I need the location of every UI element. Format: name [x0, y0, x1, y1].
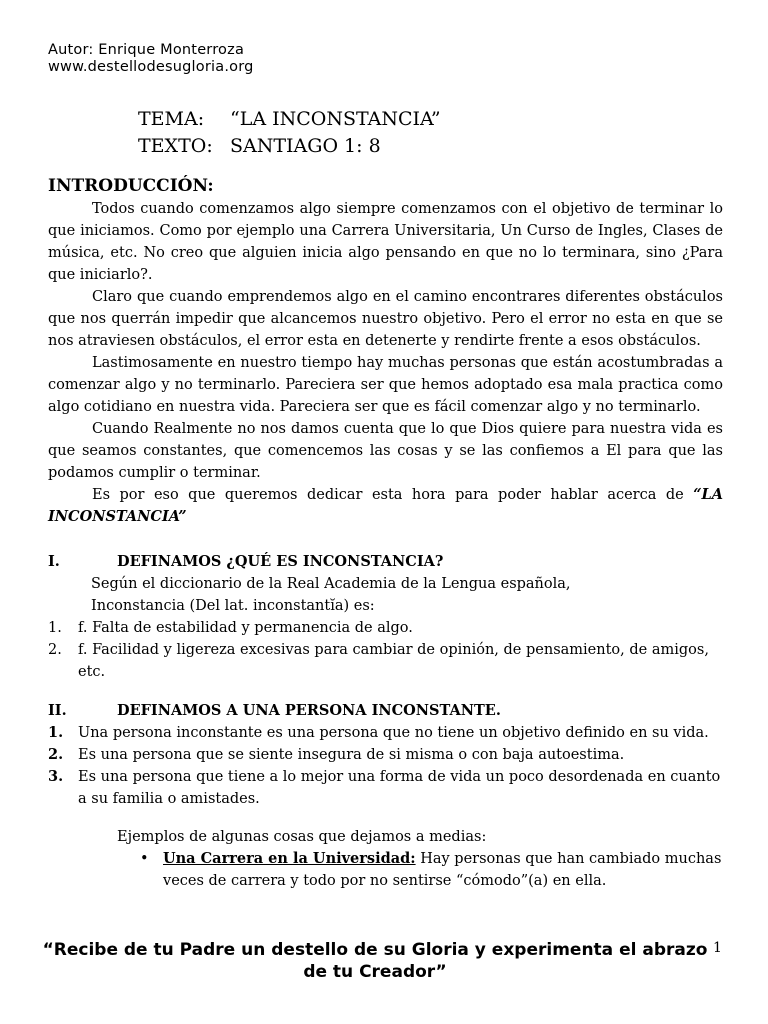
page-number: 1: [713, 940, 722, 956]
item-number: 3.: [48, 768, 64, 785]
intro-paragraph: Claro que cuando emprendemos algo en el camino encontrares diferentes obstáculos que nos querrán impedir que alcancemos nuestro objetivo. Pero el error no esta en que se nos atraviesen obstáculos, el error esta en detenerte y rendirte frente a esos obstáculos.: [48, 289, 723, 349]
item-text: Es una persona que se siente insegura de si misma o con baja autoestima.: [78, 747, 625, 763]
definition-list: [48, 617, 723, 683]
list-item: [48, 639, 723, 683]
section-1-title: DEFINAMOS ¿QUÉ ES INCONSTANCIA?: [117, 553, 444, 570]
item-number: 2.: [48, 746, 64, 763]
item-number: 2.: [48, 642, 62, 658]
item-text: Es una persona que tiene a lo mejor una forma de vida un poco desordenada en cuanto a su familia o amistades.: [78, 769, 721, 807]
closing-emphasis: “LA INCONSTANCIA”: [48, 486, 723, 525]
intro-heading: INTRODUCCIÓN:: [48, 176, 214, 196]
author-line: Autor: Enrique Monterroza: [48, 42, 245, 58]
document-body: [48, 174, 723, 892]
website-line: www.destellodesugloria.org: [48, 59, 254, 75]
tema-label: TEMA:: [138, 108, 205, 130]
section-1-heading: [48, 551, 723, 573]
intro-paragraph: Cuando Realmente no nos damos cuenta que lo que Dios quiere para nuestra vida es que seamos constantes, que comencemos las cosas y se las confiemos a El para que las podamos cumplir o terminar.: [48, 421, 723, 481]
footer-quote: “Recibe de tu Padre un destello de su Gloria y experimenta el abrazo de tu Creador”: [42, 940, 708, 982]
item-text: f. Falta de estabilidad y permanencia de algo.: [78, 620, 413, 636]
bullet-content: [163, 848, 723, 892]
texto-value: SANTIAGO 1: 8: [230, 135, 381, 157]
example-bullet-item: [48, 848, 723, 892]
list-item: [48, 722, 723, 744]
bullet-icon: •: [140, 851, 149, 867]
list-item: [48, 744, 723, 766]
item-text: f. Facilidad y ligereza excesivas para cambiar de opinión, de pensamiento, de amigos, etc.: [78, 642, 709, 680]
definition-line-1: Según el diccionario de la Real Academia de la Lengua española,: [91, 576, 571, 592]
bullet-title: Una Carrera en la Universidad:: [163, 850, 416, 867]
traits-list: [48, 722, 723, 810]
item-text: Una persona inconstante es una persona que no tiene un objetivo definido en su vida.: [78, 725, 709, 741]
texto-row: [138, 133, 441, 160]
topic-block: [138, 106, 441, 160]
tema-value: “LA INCONSTANCIA”: [230, 108, 441, 130]
texto-label: TEXTO:: [138, 135, 213, 157]
document-header: [48, 42, 254, 76]
item-number: 1.: [48, 620, 62, 636]
examples-intro: Ejemplos de algunas cosas que dejamos a medias:: [117, 829, 487, 845]
list-item: [48, 617, 723, 639]
intro-closing-paragraph: [48, 484, 723, 528]
section-2-number: II.: [48, 702, 67, 719]
definition-source: [48, 573, 723, 617]
section-2-title: DEFINAMOS A UNA PERSONA INCONSTANTE.: [117, 702, 501, 719]
intro-paragraph: Todos cuando comenzamos algo siempre comenzamos con el objetivo de terminar lo que iniciamos. Como por ejemplo una Carrera Universitaria, Un Curso de Ingles, Clases de música, etc. No creo que alguien inicia algo pensando en que no lo terminara, sino ¿Para que iniciarlo?.: [48, 201, 723, 283]
closing-text: Es por eso que queremos dedicar esta hora para poder hablar acerca de: [92, 487, 694, 503]
bullet-text: Hay personas que han cambiado muchas veces de carrera y todo por no sentirse “cómodo”(a) en ella.: [163, 851, 722, 889]
definition-line-2: Inconstancia (Del lat. inconstantĭa) es:: [91, 598, 375, 614]
section-1-number: I.: [48, 553, 60, 570]
intro-paragraph: Lastimosamente en nuestro tiempo hay muchas personas que están acostumbradas a comenzar algo y no terminarlo. Pareciera ser que hemos adoptado esa mala practica como algo cotidiano en nuestra vida. Pareciera ser que es fácil comenzar algo y no terminarlo.: [48, 355, 723, 415]
item-number: 1.: [48, 724, 64, 741]
list-item: [48, 766, 723, 810]
section-2-heading: [48, 700, 723, 722]
tema-row: [138, 106, 441, 133]
